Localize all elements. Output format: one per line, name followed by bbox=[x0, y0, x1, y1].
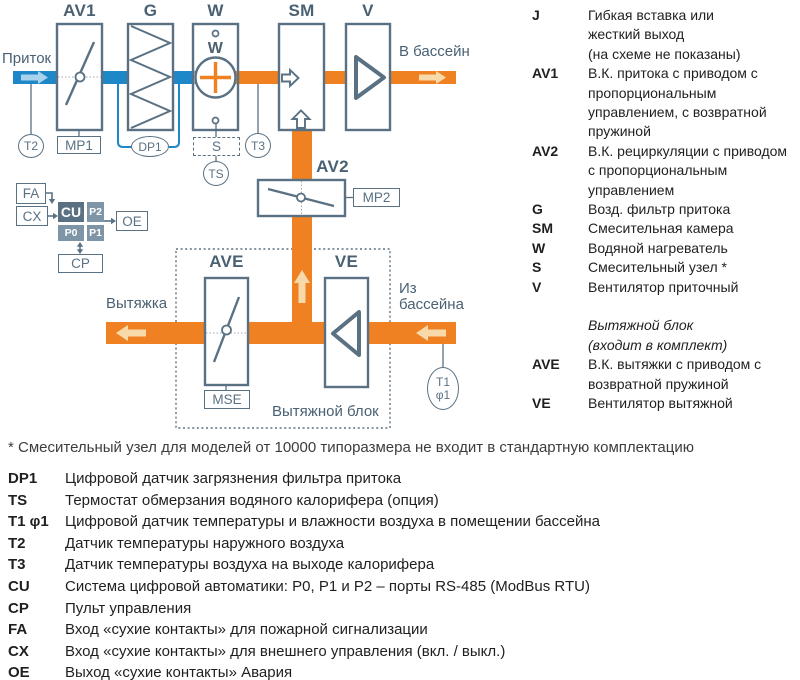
legend-bottom bbox=[8, 468, 796, 680]
heater-port-bottom-icon bbox=[213, 118, 219, 124]
label-av1: AV1 bbox=[63, 1, 96, 20]
fa-arrow bbox=[46, 193, 52, 199]
legend-right-item bbox=[532, 394, 798, 413]
legend-right-item bbox=[532, 142, 798, 200]
legend-key bbox=[532, 297, 588, 316]
legend-key: J bbox=[532, 7, 540, 23]
label-exhaust: Вытяжка bbox=[106, 295, 168, 312]
legend-key: VE bbox=[532, 395, 551, 412]
ave-damper-pivot-icon bbox=[222, 326, 231, 335]
legend-description: Вход «сухие контакты» для пожарной сигнализации bbox=[65, 621, 428, 639]
legend-key bbox=[532, 316, 588, 355]
legend-key: Т3 bbox=[8, 556, 26, 574]
cu-port-p0: P0 bbox=[58, 225, 84, 241]
label-from-pool-line2: бассейна bbox=[399, 296, 464, 313]
legend-key: AV2 bbox=[532, 142, 559, 159]
legend-description: Вытяжной блок (входит в комплект) bbox=[588, 317, 728, 353]
legend-description: Цифровой датчик температуры и влажности воздуха в помещении бассейна bbox=[65, 513, 600, 531]
tag-mse: MSE bbox=[204, 390, 250, 409]
legend-bottom-item bbox=[8, 619, 796, 641]
legend-key: AV1 bbox=[532, 65, 559, 82]
legend-bottom-item bbox=[8, 598, 796, 620]
cu-label: CU bbox=[58, 202, 84, 222]
legend-key: OE bbox=[8, 664, 30, 680]
label-ve: VE bbox=[334, 252, 359, 271]
legend-bottom-item bbox=[8, 554, 796, 576]
sensor-ts: TS bbox=[203, 161, 229, 186]
legend-description: В.К. притока с приводом с пропорциональным управлением, с возвратной пружиной bbox=[588, 65, 767, 140]
legend-key: AVE bbox=[532, 356, 560, 373]
legend-right-item bbox=[532, 316, 798, 355]
legend-bottom-item bbox=[8, 490, 796, 512]
cp-arrowhead-up-icon bbox=[77, 242, 83, 247]
tag-mp2: MP2 bbox=[353, 188, 400, 207]
legend-right-item bbox=[532, 200, 798, 219]
label-v: V bbox=[362, 1, 374, 20]
av1-damper-pivot-icon bbox=[76, 73, 85, 82]
legend-bottom-item bbox=[8, 662, 796, 680]
legend-right-spacer bbox=[532, 297, 798, 316]
legend-right-item bbox=[532, 258, 798, 277]
tag-s: S bbox=[193, 137, 240, 156]
sensor-t3: Т3 bbox=[245, 133, 271, 158]
label-from-pool-line1: Из bbox=[399, 280, 417, 297]
legend-key: Т2 bbox=[8, 534, 26, 552]
legend-right-item bbox=[532, 6, 798, 64]
sensor-t1-line2: φ1 bbox=[435, 387, 451, 402]
legend-key: W bbox=[532, 239, 546, 256]
legend-key: TS bbox=[8, 491, 28, 509]
legend-description: Смесительная камера bbox=[588, 220, 734, 237]
legend-description: Возд. фильтр притока bbox=[588, 201, 731, 218]
sensor-t1-line1: Т1 bbox=[435, 374, 450, 389]
fa-arrowhead-icon bbox=[49, 199, 55, 204]
legend-key: CU bbox=[8, 577, 30, 595]
legend-description: Датчик температуры наружного воздуха bbox=[65, 534, 345, 552]
legend-description: Вентилятор вытяжной bbox=[588, 395, 733, 412]
legend-description: Смесительный узел * bbox=[588, 259, 727, 276]
cu-port-p1: P1 bbox=[87, 225, 104, 241]
legend-bottom-item bbox=[8, 641, 796, 663]
av2-damper-pivot-icon bbox=[297, 194, 305, 202]
legend-description: Гибкая вставка или жесткий выход (на схеме не показаны) bbox=[588, 7, 741, 62]
legend-right bbox=[532, 6, 798, 414]
panel-cp: CP bbox=[58, 254, 103, 273]
input-fa: FA bbox=[16, 183, 46, 204]
footnote: * Смесительный узел для моделей от 10000 типоразмера не входит в стандартную комплектацию bbox=[8, 439, 694, 456]
label-ave: AVE bbox=[209, 252, 244, 271]
sensor-t2: Т2 bbox=[18, 134, 44, 158]
exhaust-duct bbox=[106, 322, 456, 344]
legend-key: S bbox=[532, 259, 542, 276]
legend-description: Водяной нагреватель bbox=[588, 239, 728, 256]
label-to-pool: В бассейн bbox=[399, 43, 470, 60]
label-sm: SM bbox=[288, 1, 315, 20]
legend-right-item bbox=[532, 219, 798, 238]
tag-mp1: MP1 bbox=[57, 136, 101, 154]
legend-bottom-item bbox=[8, 576, 796, 598]
legend-key: G bbox=[532, 201, 543, 218]
label-av2: AV2 bbox=[316, 157, 349, 176]
legend-right-item bbox=[532, 355, 798, 394]
legend-description: Вход «сухие контакты» для внешнего управления (вкл. / выкл.) bbox=[65, 642, 506, 660]
sensor-dp1: DP1 bbox=[131, 136, 169, 157]
legend-description: Пульт управления bbox=[65, 599, 192, 617]
legend-bottom-item bbox=[8, 468, 796, 490]
legend-key: FA bbox=[8, 621, 28, 639]
legend-key: V bbox=[532, 278, 542, 295]
legend-description: В.К. вытяжки с приводом с возвратной пружиной bbox=[588, 356, 762, 392]
input-cx: CX bbox=[16, 206, 48, 226]
legend-description: Термостат обмерзания водяного калорифера (опция) bbox=[65, 491, 439, 509]
legend-key: Т1 φ1 bbox=[8, 513, 49, 531]
legend-key: SM bbox=[532, 220, 553, 237]
legend-right-item bbox=[532, 64, 798, 142]
legend-description: В.К. рециркуляции с приводом с пропорциональным управлением bbox=[588, 142, 788, 198]
sensor-t1-phi1 bbox=[427, 367, 459, 410]
label-w-inner: W bbox=[207, 40, 224, 57]
label-w: W bbox=[207, 1, 224, 20]
heater-port-top-icon bbox=[213, 31, 219, 37]
control-unit bbox=[58, 202, 104, 241]
legend-bottom-item bbox=[8, 533, 796, 555]
cu-port-p2: P2 bbox=[87, 202, 104, 222]
legend-key: DP1 bbox=[8, 470, 38, 487]
legend-right-item bbox=[532, 278, 798, 297]
label-supply: Приток bbox=[2, 50, 52, 67]
legend-key: CX bbox=[8, 642, 29, 660]
legend-description: Система цифровой автоматики: P0, P1 и P2 – порты RS-485 (ModBus RTU) bbox=[65, 577, 590, 595]
legend-description: Вентилятор приточный bbox=[588, 278, 739, 295]
label-g: G bbox=[143, 1, 158, 20]
output-oe: OE bbox=[116, 211, 148, 231]
legend-bottom-item bbox=[8, 511, 796, 533]
label-exhaust-block: Вытяжной блок bbox=[272, 403, 379, 420]
legend-right-item bbox=[532, 239, 798, 258]
legend-description: Цифровой датчик загрязнения фильтра притока bbox=[65, 470, 402, 487]
legend-description: Выход «сухие контакты» Авария bbox=[65, 664, 293, 680]
label-from-pool bbox=[399, 281, 464, 313]
legend-key: CP bbox=[8, 599, 29, 617]
filter-g-box bbox=[128, 24, 173, 130]
legend-description: Датчик температуры воздуха на выходе калорифера bbox=[65, 556, 435, 574]
